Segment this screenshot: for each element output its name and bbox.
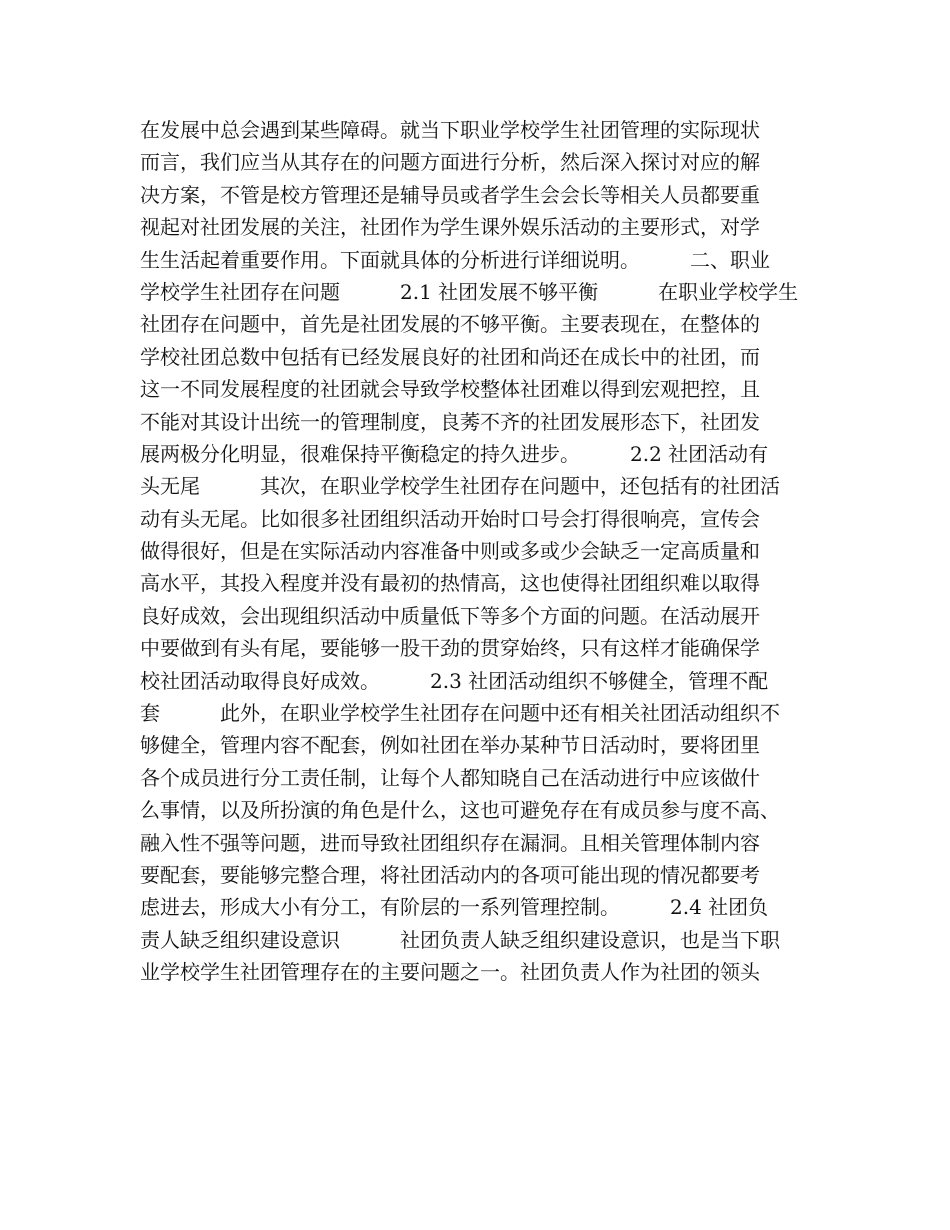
text-line: 责人缺乏组织建设意识 社团负责人缺乏组织建设意识，也是当下职 bbox=[140, 927, 780, 952]
text-line: 要配套，要能够完整合理，将社团活动内的各项可能出现的情况都要考 bbox=[140, 862, 760, 887]
text-line: 做得很好，但是在实际活动内容准备中则或多或少会缺乏一定高质量和 bbox=[140, 539, 760, 564]
text-line: 套 此外，在职业学校学生社团存在问题中还有相关社团活动组织不 bbox=[140, 701, 780, 726]
body-text bbox=[140, 114, 820, 989]
text-line: 社团存在问题中，首先是社团发展的不够平衡。主要表现在，在整体的 bbox=[140, 312, 760, 337]
text-line: 良好成效，会出现组织活动中质量低下等多个方面的问题。在活动展开 bbox=[140, 603, 760, 628]
text-line: 头无尾 其次，在职业学校学生社团存在问题中，还包括有的社团活 bbox=[140, 474, 780, 499]
text-line: 够健全，管理内容不配套，例如社团在举办某种节日活动时，要将团里 bbox=[140, 733, 760, 758]
text-line: 不能对其设计出统一的管理制度，良莠不齐的社团发展形态下，社团发 bbox=[140, 409, 760, 434]
text-line: 虑进去，形成大小有分工，有阶层的一系列管理控制。 2.4 社团负 bbox=[140, 895, 769, 920]
text-line: 学校学生社团存在问题 2.1 社团发展不够平衡 在职业学校学生 bbox=[140, 279, 799, 304]
text-line: 各个成员进行分工责任制，让每个人都知晓自己在活动进行中应该做什 bbox=[140, 765, 760, 790]
text-line: 融入性不强等问题，进而导致社团组织存在漏洞。且相关管理体制内容 bbox=[140, 830, 760, 855]
text-line: 生生活起着重要作用。下面就具体的分析进行详细说明。 二、职业 bbox=[140, 247, 770, 272]
text-line: 而言，我们应当从其存在的问题方面进行分析，然后深入探讨对应的解 bbox=[140, 150, 760, 175]
text-line: 校社团活动取得良好成效。 2.3 社团活动组织不够健全，管理不配 bbox=[140, 668, 769, 693]
text-line: 业学校学生社团管理存在的主要问题之一。社团负责人作为社团的领头 bbox=[140, 960, 760, 985]
text-line: 高水平，其投入程度并没有最初的热情高，这也使得社团组织难以取得 bbox=[140, 571, 760, 596]
text-line: 么事情，以及所扮演的角色是什么，这也可避免存在有成员参与度不高、 bbox=[140, 798, 780, 823]
text-line: 在发展中总会遇到某些障碍。就当下职业学校学生社团管理的实际现状 bbox=[140, 118, 760, 142]
text-line: 视起对社团发展的关注，社团作为学生课外娱乐活动的主要形式，对学 bbox=[140, 215, 760, 240]
text-line: 这一不同发展程度的社团就会导致学校整体社团难以得到宏观把控，且 bbox=[140, 377, 760, 402]
text-line: 中要做到有头有尾，要能够一股干劲的贯穿始终，只有这样才能确保学 bbox=[140, 636, 760, 661]
text-line: 展两极分化明显，很难保持平衡稳定的持久进步。 2.2 社团活动有 bbox=[140, 441, 769, 466]
text-line: 学校社团总数中包括有已经发展良好的社团和尚还在成长中的社团，而 bbox=[140, 344, 760, 369]
text-line: 动有头无尾。比如很多社团组织活动开始时口号会打得很响亮，宣传会 bbox=[140, 506, 760, 531]
text-line: 决方案，不管是校方管理还是辅导员或者学生会会长等相关人员都要重 bbox=[140, 182, 760, 207]
